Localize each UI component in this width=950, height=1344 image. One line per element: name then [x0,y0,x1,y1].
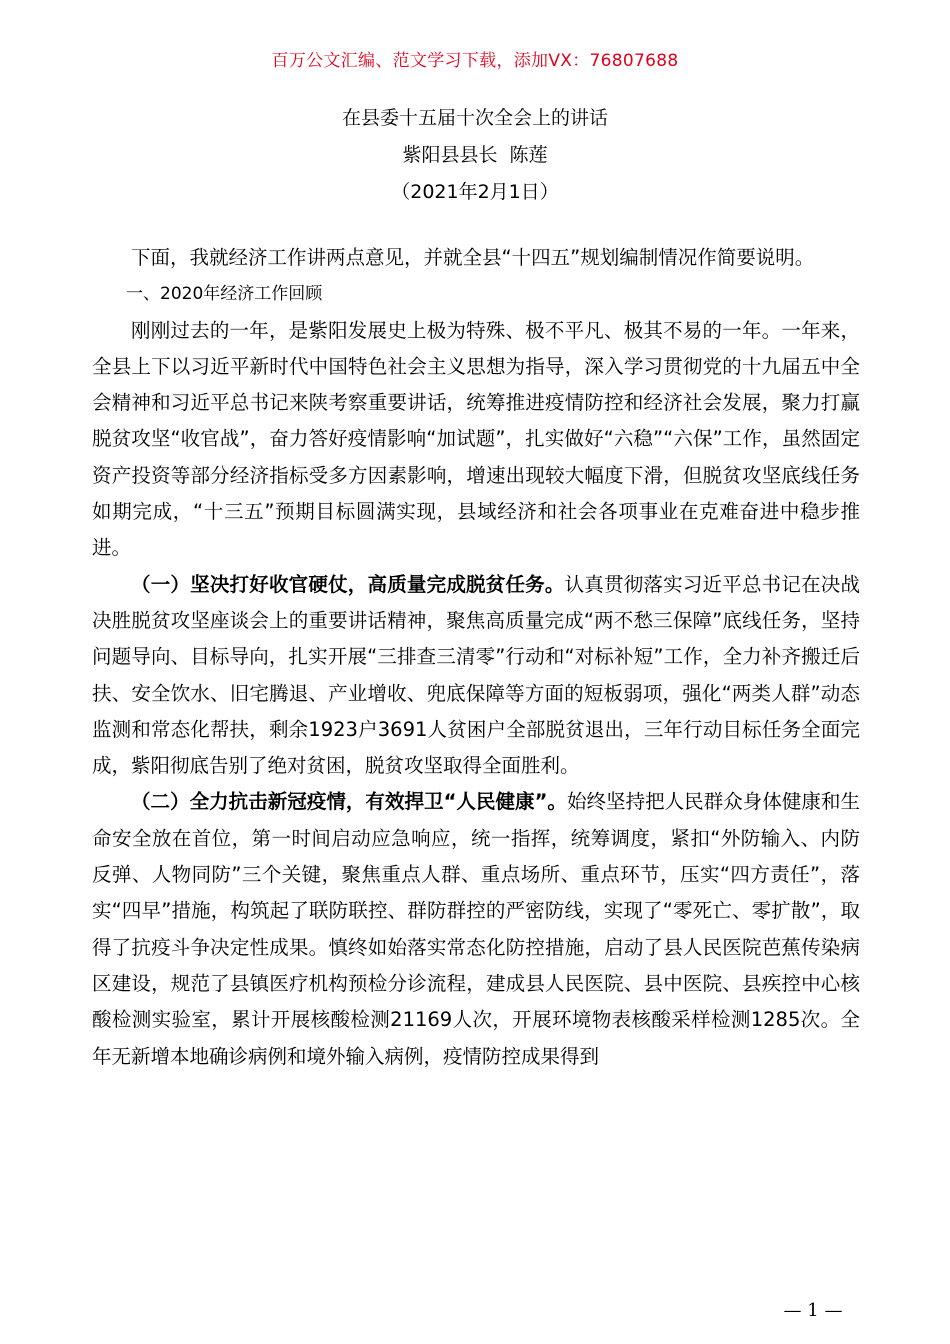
page-number: — 1 — [783,1300,843,1321]
paragraph-poverty [92,567,860,785]
section-heading: 一、2020年经济工作回顾 [126,284,323,305]
document-header [0,100,950,211]
paragraph-epidemic [92,784,860,1074]
speaker-line: 紫阳县县长 陈莲 [402,144,548,166]
paragraph-epidemic-text: 始终坚持把人民群众身体健康和生命安全放在首位，第一时间启动应急响应，统一指挥，统筹调度，紧扣“外防输入、内防反弹、人物同防”三个关键，聚焦重点人群、重点场所、重点环节，压实“四方责任”，落实“四早”措施，构筑起了联防联控、群防群控的严密防线，实现了“零死亡、零扩散”，取得了抗疫斗争决定性成果。慎终如始落实常态化防控措施，启动了县人民医院芭蕉传染病区建设，规范了县镇医疗机构预检分诊流程，建成县人民医院、县中医院、县疾控中心核酸检测实验室，累计开展核酸检测21169人次，开展环境物表核酸采样检测1285次。全年无新增本地确诊病例和境外输入病例，疫情防控成果得到 [92,790,860,1068]
paragraph-poverty-text: 认真贯彻落实习近平总书记在决战决胜脱贫攻坚座谈会上的重要讲话精神，聚焦高质量完成“两不愁三保障”底线任务，坚持问题导向、目标导向，扎实开展“三排查三清零”行动和“对标补短”工作，全力补齐搬迁后扶、安全饮水、旧宅腾退、产业增收、兜底保障等方面的短板弱项，强化“两类人群”动态监测和常态化帮扶，剩余1923户3691人贫困户全部脱贫退出，三年行动目标任务全面完成，紫阳彻底告别了绝对贫困，脱贫攻坚取得全面胜利。 [92,572,860,778]
watermark-text: 百万公文汇编、范文学习下载，添加VX：76807688 [271,51,679,71]
paragraph-epidemic-heading: （二）全力抗击新冠疫情，有效捍卫“人民健康”。 [131,790,567,814]
paragraph-review: 刚刚过去的一年，是紫阳发展史上极为特殊、极不平凡、极其不易的一年。一年来，全县上下以习近平新时代中国特色社会主义思想为指导，深入学习贯彻党的十九届五中全会精神和习近平总书记来陕考察重要讲话，统筹推进疫情防控和经济社会发展，聚力打赢脱贫攻坚“收官战”，奋力答好疫情影响“加试题”，扎实做好“六稳”“六保”工作，虽然固定资产投资等部分经济指标受多方因素影响，增速出现较大幅度下滑，但脱贫攻坚底线任务如期完成，“十三五”预期目标圆满实现，县域经济和社会各项事业在克难奋进中稳步推进。 [92,318,860,560]
intro-paragraph: 下面，我就经济工作讲两点意见，并就全县“十四五”规划编制情况作简要说明。 [131,246,815,269]
document-body [92,240,860,1075]
paragraph-poverty-heading: （一）坚决打好收官硬仗，高质量完成脱贫任务。 [131,572,565,596]
document-title: 在县委十五届十次全会上的讲话 [341,107,608,129]
speech-date: （2021年2月1日） [391,181,559,203]
